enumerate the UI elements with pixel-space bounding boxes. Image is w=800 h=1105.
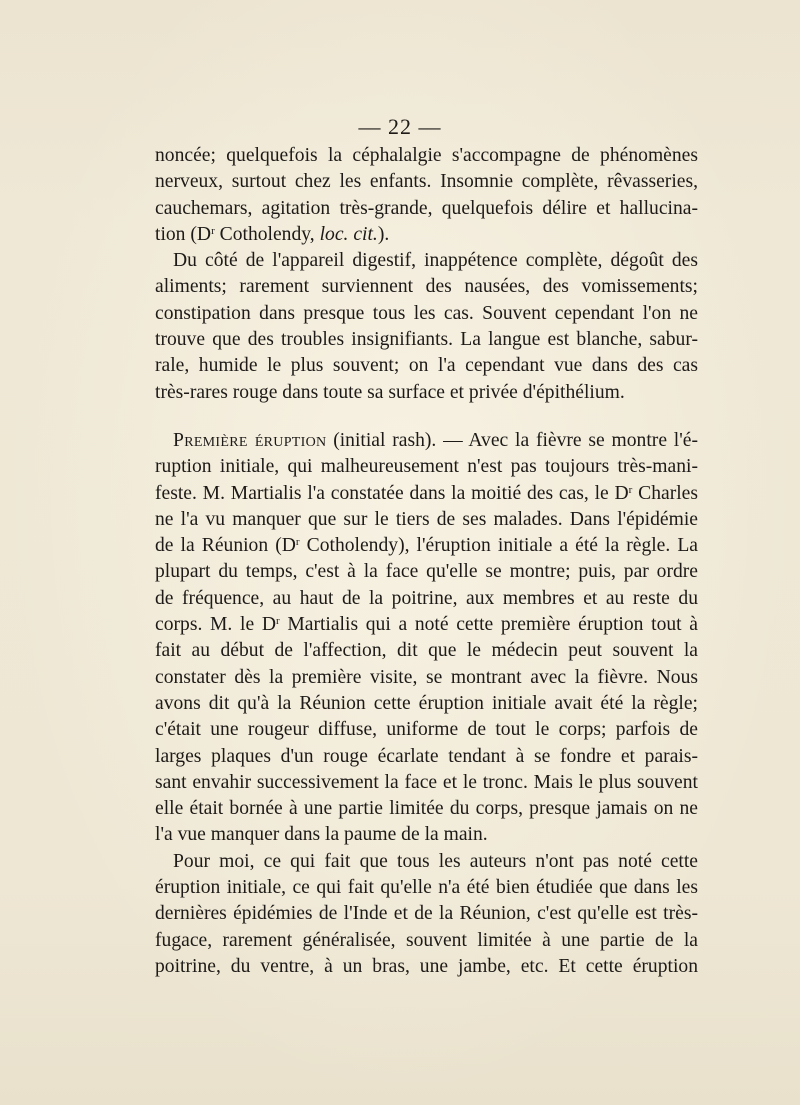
text-run: de la Réunion (D [155, 535, 296, 557]
text-line [155, 744, 698, 770]
text-run: de fréquence, au haut de la poitrine, aux membres et au reste du [155, 587, 698, 609]
superscript: r [295, 536, 300, 549]
paragraph-gap [155, 406, 698, 428]
text-line [155, 875, 698, 901]
text-line [155, 169, 698, 195]
text-line [155, 143, 698, 169]
text-line [155, 507, 698, 533]
text-run: noncée; quelquefois la céphalalgie s'accompagne de phénomènes [155, 145, 698, 166]
text-line [155, 533, 698, 559]
text-run: c'était une rougeur diffuse, uniforme de tout le corps; parfois de [155, 719, 698, 741]
text-run: trouve que des troubles insignifiants. La langue est blanche, sabur- [155, 329, 698, 351]
paragraph [155, 248, 698, 406]
text-run: éruption initiale, ce qui fait qu'elle n'a été bien étudiée que dans les [155, 877, 698, 899]
text-line [155, 353, 698, 379]
text-run: l'a vue manquer dans la paume de la main. [155, 824, 488, 846]
superscript: r [211, 224, 215, 237]
paragraph [155, 143, 698, 248]
text-run: corps. M. le D [155, 614, 276, 636]
text-line [155, 586, 698, 612]
italic-citation: loc. cit. [319, 223, 378, 245]
text-line [155, 691, 698, 717]
text-line [155, 454, 698, 480]
paragraph [155, 428, 698, 849]
text-line [155, 928, 698, 954]
text-run: Du côté de l'appareil digestif, inappétence complète, dégoût des [173, 250, 698, 272]
text-run: fait au début de l'affection, dit que le médecin peut souvent la [155, 640, 698, 662]
text-run: ne l'a vu manquer que sur le tiers de ses malades. Dans l'épidémie [155, 508, 698, 530]
text-line [155, 901, 698, 927]
text-run: ruption initiale, qui malheureusement n'est pas toujours très-mani- [155, 456, 698, 478]
text-run: aliments; rarement surviennent des nausées, des vomissements; [155, 276, 698, 298]
text-run: sant envahir successivement la face et le tronc. Mais le plus souvent [155, 771, 698, 793]
paragraph [155, 849, 698, 980]
text-run: nerveux, surtout chez les enfants. Insomnie complète, rêvasseries, [155, 171, 698, 193]
text-run: poitrine, du ventre, à un bras, une jambe, etc. Et cette éruption [155, 955, 698, 977]
text-run: Martialis qui a noté cette première éruption tout à [279, 614, 698, 636]
text-run: Pour moi, ce qui fait que tous les auteurs n'ont pas noté cette [173, 850, 698, 872]
text-run: constater dès la première visite, se montrant avec la fièvre. Nous [155, 666, 698, 688]
text-run: ). [377, 223, 390, 245]
text-line [155, 612, 698, 638]
text-run: feste. M. Martialis l'a constatée dans la moitié des cas, le D [155, 482, 629, 504]
text-line [155, 849, 698, 875]
text-run: elle était bornée à une partie limitée du corps, presque jamais on ne [155, 798, 698, 820]
text-run: cauchemars, agitation très-grande, quelquefois délire et hallucina- [155, 197, 698, 219]
text-line [155, 274, 698, 300]
text-line [155, 559, 698, 585]
text-line [155, 222, 698, 248]
text-run: Cotholendy, [214, 223, 320, 245]
text-run: tion (D [155, 223, 212, 245]
text-line [155, 380, 698, 406]
text-run: très-rares rouge dans toute sa surface et privée d'épithélium. [155, 381, 625, 403]
text-line [155, 954, 698, 980]
text-run: rale, humide le plus souvent; on l'a cependant vue dans des cas [155, 355, 698, 377]
text-line [155, 248, 698, 274]
text-run: constipation dans presque tous les cas. Souvent cependant l'on ne [155, 302, 698, 324]
superscript: r [628, 483, 633, 496]
text-line [155, 770, 698, 796]
text-run: avons dit qu'à la Réunion cette éruption initiale avait été la règle; [155, 692, 698, 714]
text-line [155, 796, 698, 822]
text-line [155, 428, 698, 454]
section-heading: Première éruption [173, 429, 327, 451]
text-run: dernières épidémies de l'Inde et de la Réunion, c'est qu'elle est très- [155, 903, 698, 925]
text-line [155, 196, 698, 222]
text-line [155, 638, 698, 664]
text-line [155, 665, 698, 691]
text-run: fugace, rarement généralisée, souvent limitée à une partie de la [155, 929, 698, 951]
text-line [155, 717, 698, 743]
text-run: (initial rash). — Avec la fièvre se montre l'é- [326, 429, 698, 451]
body-text [155, 143, 698, 980]
text-run: plupart du temps, c'est à la face qu'elle se montre; puis, par ordre [155, 561, 698, 583]
text-line [155, 481, 698, 507]
text-line [155, 822, 698, 848]
text-run: larges plaques d'un rouge écarlate tendant à se fondre et parais- [155, 745, 698, 767]
text-run: Charles [632, 482, 698, 504]
text-run: Cotholendy), l'éruption initiale a été la règle. La [299, 535, 699, 557]
text-line [155, 327, 698, 353]
text-line [155, 301, 698, 327]
superscript: r [275, 615, 280, 628]
page-number: — 22 — [358, 114, 442, 139]
